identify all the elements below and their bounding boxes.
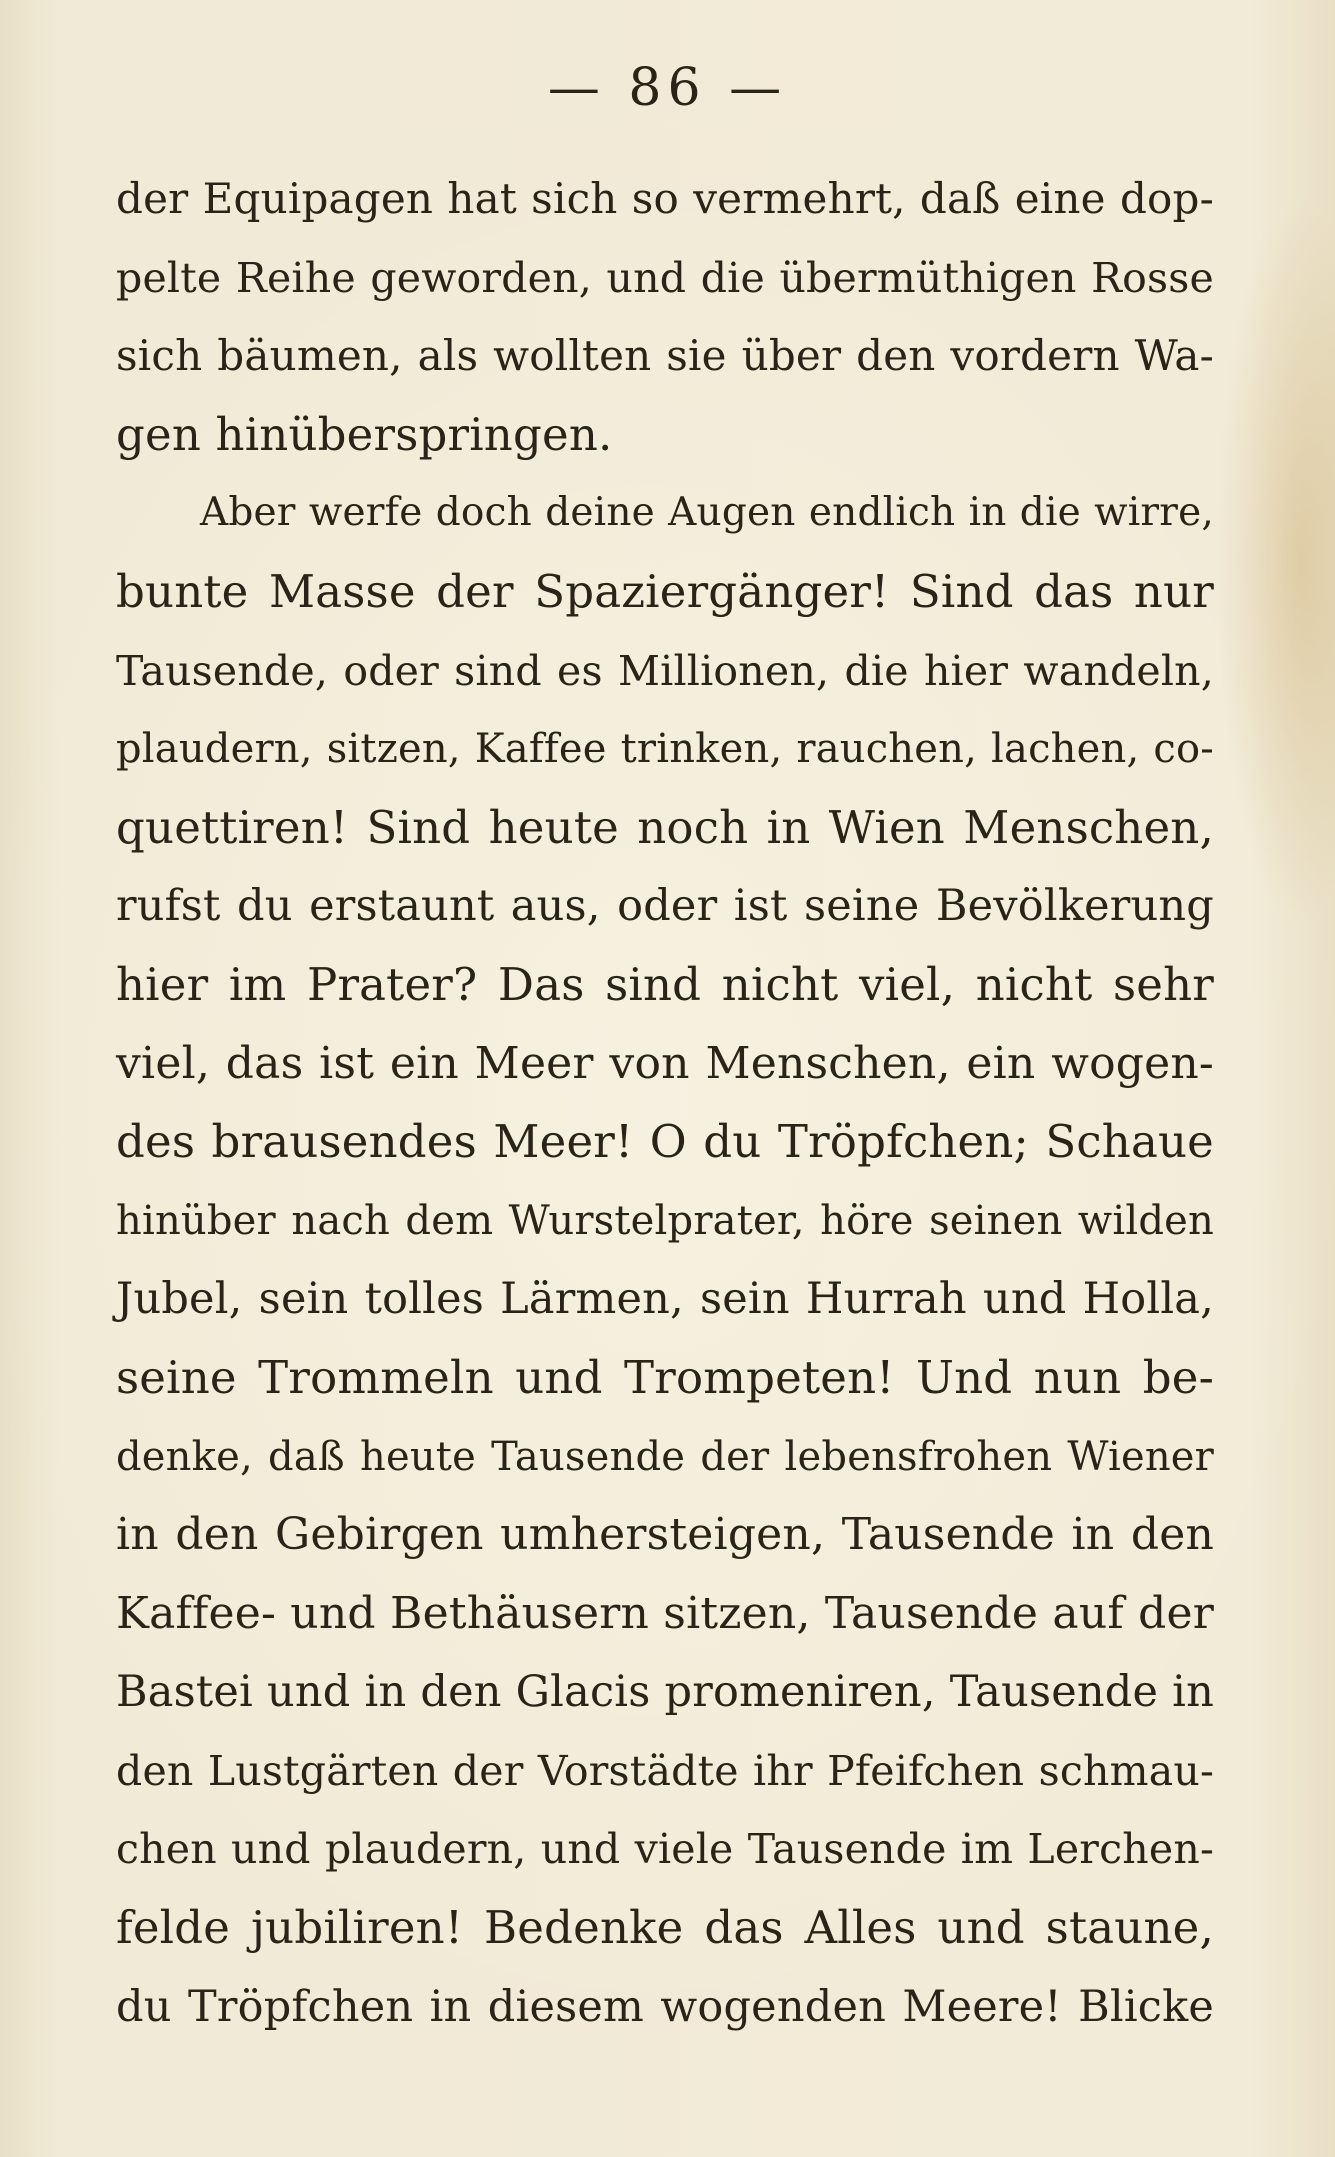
text-line: rufst du erstaunt aus, oder ist seine Bevölkerung (116, 881, 1214, 932)
body-text (116, 160, 1214, 2046)
text-line: felde jubiliren! Bedenke das Alles und staune, (116, 1901, 1214, 1955)
text-line: Jubel, sein tolles Lärmen, sein Hurrah und Holla, (116, 1274, 1214, 1325)
text-line: in den Gebirgen umhersteigen, Tausende in den (116, 1509, 1214, 1561)
text-line: den Lustgärten der Vorstädte ihr Pfeifchen schmau- (116, 1746, 1214, 1795)
text-line: der Equipagen hat sich so vermehrt, daß eine dop- (116, 174, 1214, 223)
text-line: gen hinüberspringen. (116, 407, 613, 461)
page-number: — 86 — (547, 58, 788, 118)
text-line: hinüber nach dem Wurstelprater, höre seinen wilden (116, 1197, 1214, 1244)
text-line: Bastei und in den Glacis promeniren, Tausende in (116, 1667, 1214, 1718)
text-line: du Tröpfchen in diesem wogenden Meere! Blicke (116, 1981, 1214, 2032)
text-line: Tausende, oder sind es Millionen, die hier wandeln, (116, 646, 1214, 695)
text-line: plaudern, sitzen, Kaffee trinken, rauchen, lachen, co- (116, 726, 1214, 773)
text-line: viel, das ist ein Meer von Menschen, ein wogen- (116, 1037, 1214, 1089)
text-line: seine Trommeln und Trompeten! Und nun be- (116, 1350, 1214, 1404)
text-line: des brausendes Meer! O du Tröpfchen; Schaue (116, 1115, 1214, 1169)
text-line: quettiren! Sind heute noch in Wien Menschen, (116, 800, 1214, 854)
text-line: pelte Reihe geworden, und die übermüthigen Rosse (116, 253, 1214, 302)
text-line: chen und plaudern, und viele Tausende im Lerchen- (116, 1825, 1214, 1874)
text-line: denke, daß heute Tausende der lebensfrohen Wiener (116, 1433, 1214, 1480)
text-line: bunte Masse der Spaziergänger! Sind das nur (116, 564, 1214, 618)
text-line: Kaffee- und Bethäusern sitzen, Tausende auf der (116, 1587, 1214, 1639)
text-line: sich bäumen, als wollten sie über den vordern Wa- (116, 331, 1214, 381)
text-line: hier im Prater? Das sind nicht viel, nicht sehr (116, 957, 1214, 1011)
text-line: Aber werfe doch deine Augen endlich in die wirre, (200, 490, 1214, 536)
